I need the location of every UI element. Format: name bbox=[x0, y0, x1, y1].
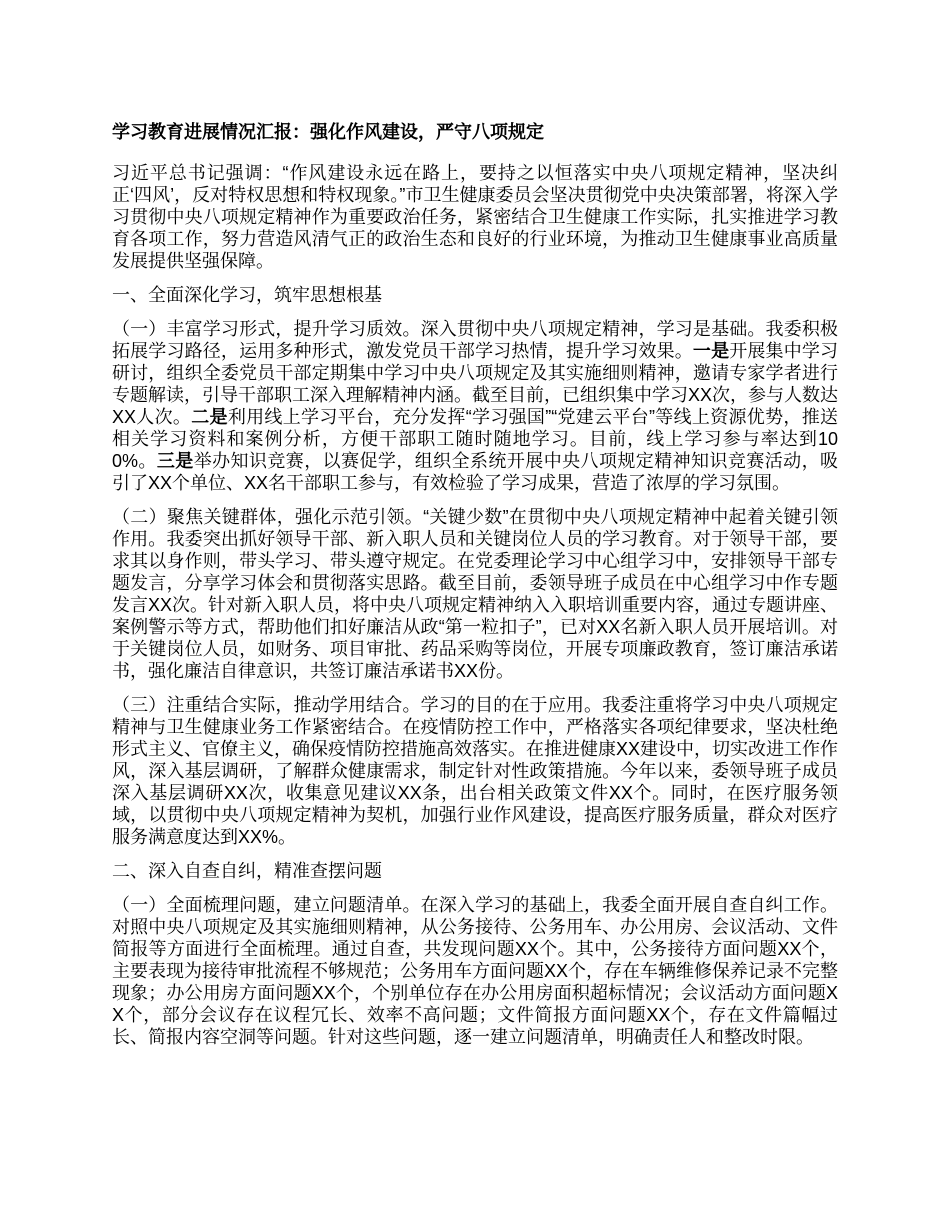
document-title: 学习教育进展情况汇报：强化作风建设，严守八项规定 bbox=[112, 122, 544, 142]
text-run: 习近平总书记强调：“作风建设永远在路上，要持之以恒落实中央八项规定精神，坚决纠正‘四风’，反对特权思想和特权现象。”市卫生健康委员会坚决贯彻党中央决策部署，将深入学习贯彻中央八项规定精神作为重要政治任务，紧密结合卫生健康工作实际，扎实推进学习教育各项工作，努力营造风清气正的政治生态和良好的行业环境，为推动卫生健康事业高质量发展提供坚强保障。 bbox=[112, 163, 838, 271]
body-paragraph bbox=[112, 318, 838, 494]
emphasis-run: 三是 bbox=[156, 451, 194, 471]
text-run: 利用线上学习平台，充分发挥“学习强国”“党建云平台”等线上资源优势，推送相关学习资料和案例分析，方便干部职工随时随地学习。目前，线上学习参与率达到100%。 bbox=[112, 407, 839, 471]
section-heading bbox=[112, 284, 838, 306]
section-heading bbox=[112, 860, 838, 882]
text-run: 一、全面深化学习，筑牢思想根基 bbox=[112, 285, 382, 305]
body-paragraph bbox=[112, 694, 838, 848]
body-paragraph bbox=[112, 506, 838, 682]
text-run: 举办知识竞赛，以赛促学，组织全系统开展中央八项规定精神知识竞赛活动，吸引了XX个单位、XX名干部职工参与，有效检验了学习成果，营造了浓厚的学习氛围。 bbox=[112, 451, 839, 493]
text-run: 开展集中学习研讨，组织全委党员干部定期集中学习中央八项规定及其实施细则精神，邀请专家学者进行专题解读，引导干部职工深入理解精神内涵。截至目前，已组织集中学习XX次，参与人数达XX人次。 bbox=[112, 341, 839, 427]
emphasis-run: 一是 bbox=[692, 341, 730, 361]
body-paragraph bbox=[112, 894, 838, 1048]
text-run: 二、深入自查自纠，精准查摆问题 bbox=[112, 861, 382, 881]
text-run: （三）注重结合实际，推动学用结合。学习的目的在于应用。我委注重将学习中央八项规定精神与卫生健康业务工作紧密结合。在疫情防控工作中，严格落实各项纪律要求，坚决杜绝形式主义、官僚主义，确保疫情防控措施高效落实。在推进健康XX建设中，切实改进工作作风，深入基层调研，了解群众健康需求，制定针对性政策措施。今年以来，委领导班子成员深入基层调研XX次，收集意见建议XX条，出台相关政策文件XX个。同时，在医疗服务领域，以贯彻中央八项规定精神为契机，加强行业作风建设，提高医疗服务质量，群众对医疗服务满意度达到XX%。 bbox=[112, 695, 839, 847]
emphasis-run: 二是 bbox=[191, 407, 228, 427]
text-run: （一）全面梳理问题，建立问题清单。在深入学习的基础上，我委全面开展自查自纠工作。对照中央八项规定及其实施细则精神，从公务接待、公务用车、办公用房、会议活动、文件简报等方面进行全面梳理。通过自查，共发现问题XX个。其中，公务接待方面问题XX个，主要表现为接待审批流程不够规范；公务用车方面问题XX个，存在车辆维修保养记录不完整现象；办公用房方面问题XX个，个别单位存在办公用房面积超标情况；会议活动方面问题XX个，部分会议存在议程冗长、效率不高问题；文件简报方面问题XX个，存在文件篇幅过长、简报内容空洞等问题。针对这些问题，逐一建立问题清单，明确责任人和整改时限。 bbox=[112, 895, 839, 1047]
text-run: （二）聚焦关键群体，强化示范引领。“关键少数”在贯彻中央八项规定精神中起着关键引领作用。我委突出抓好领导干部、新入职人员和关键岗位人员的学习教育。对于领导干部，要求其以身作则，带头学习、带头遵守规定。在党委理论学习中心组学习中，安排领导干部专题发言，分享学习体会和贯彻落实思路。截至目前，委领导班子成员在中心组学习中作专题发言XX次。针对新入职人员，将中央八项规定精神纳入入职培训重要内容，通过专题讲座、案例警示等方式，帮助他们扣好廉洁从政“第一粒扣子”，已对XX名新入职人员开展培训。对于关键岗位人员，如财务、项目审批、药品采购等岗位，开展专项廉政教育，签订廉洁承诺书，强化廉洁自律意识，共签订廉洁承诺书XX份。 bbox=[112, 507, 839, 681]
document-body bbox=[112, 162, 838, 1048]
body-paragraph bbox=[112, 162, 838, 272]
text-run: （一）丰富学习形式，提升学习质效。深入贯彻中央八项规定精神，学习是基础。我委积极拓展学习路径，运用多种形式，激发党员干部学习热情，提升学习效果。 bbox=[112, 319, 838, 361]
